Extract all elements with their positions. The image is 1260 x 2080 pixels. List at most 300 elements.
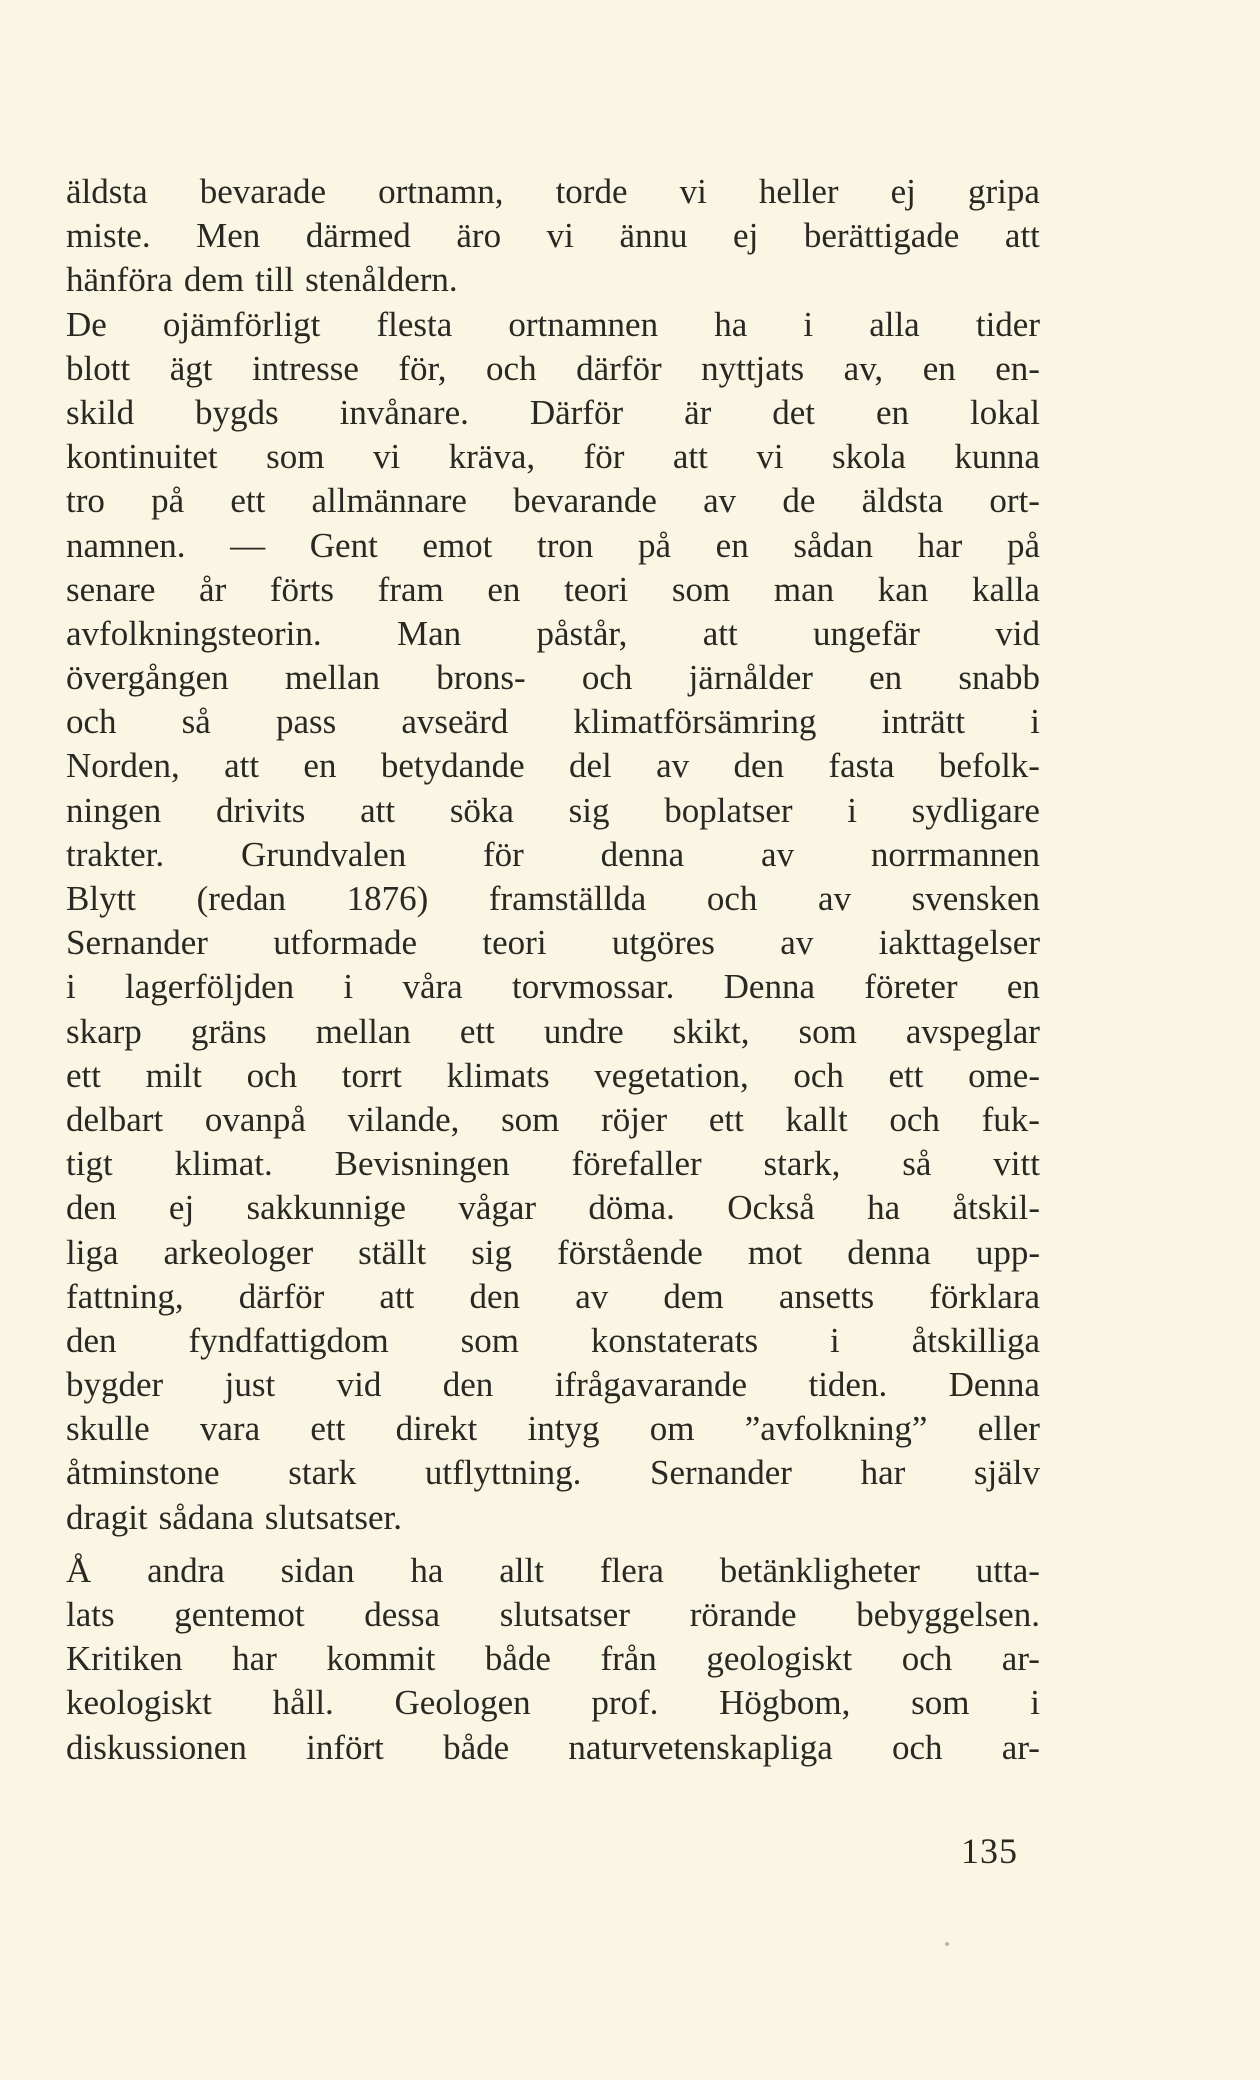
word: eller bbox=[977, 1409, 1040, 1449]
word: av bbox=[761, 834, 795, 874]
word: därför bbox=[576, 348, 662, 388]
word: Sernander bbox=[650, 1453, 792, 1493]
word: ej bbox=[168, 1188, 195, 1228]
word: sakkunnige bbox=[246, 1188, 406, 1228]
word: prof. bbox=[591, 1683, 659, 1723]
word: vid bbox=[995, 613, 1040, 653]
text-line bbox=[66, 1726, 1040, 1770]
word: denna bbox=[600, 834, 685, 874]
word: skola bbox=[832, 437, 906, 477]
word: bygder bbox=[66, 1365, 164, 1405]
word: håll. bbox=[272, 1683, 334, 1723]
text-line bbox=[66, 1549, 1040, 1593]
word: Blytt bbox=[66, 879, 137, 918]
word: åtskilliga bbox=[911, 1320, 1040, 1360]
word: ”avfolkning” bbox=[744, 1409, 928, 1449]
word: torvmossar. bbox=[511, 967, 675, 1007]
text-line bbox=[66, 391, 1040, 435]
word: förefaller bbox=[571, 1144, 702, 1184]
word: vi bbox=[546, 216, 574, 256]
word: hänföra bbox=[66, 260, 173, 300]
word: geologiskt bbox=[706, 1639, 853, 1679]
word: av bbox=[703, 481, 737, 521]
word: fattning, bbox=[66, 1276, 184, 1316]
word: i bbox=[803, 304, 814, 344]
word: äro bbox=[456, 216, 502, 256]
word: bevarande bbox=[513, 481, 657, 521]
word: i bbox=[847, 790, 857, 830]
word: just bbox=[224, 1365, 276, 1405]
word: vid bbox=[336, 1365, 382, 1405]
word: vara bbox=[199, 1409, 261, 1449]
word: utta- bbox=[975, 1550, 1040, 1590]
page-number: 135 bbox=[961, 1831, 1018, 1871]
word: milt bbox=[145, 1055, 202, 1095]
word: Denna bbox=[948, 1365, 1040, 1405]
word: direkt bbox=[395, 1409, 478, 1449]
word: den bbox=[66, 1320, 117, 1360]
word: gräns bbox=[190, 1011, 267, 1051]
word: tiden. bbox=[808, 1365, 888, 1405]
text-line bbox=[66, 1681, 1040, 1725]
word: ha bbox=[410, 1550, 444, 1590]
word: klimats bbox=[446, 1055, 550, 1095]
word: påstår, bbox=[536, 613, 628, 653]
word: åtskil- bbox=[952, 1188, 1040, 1228]
word: kräva, bbox=[448, 437, 536, 477]
text-line bbox=[66, 524, 1040, 568]
word: av bbox=[818, 879, 852, 918]
word: kallt bbox=[785, 1099, 848, 1139]
word: en bbox=[1006, 967, 1040, 1007]
word: svensken bbox=[911, 879, 1040, 918]
word: allt bbox=[499, 1550, 544, 1590]
word: bygds bbox=[195, 392, 279, 432]
word: att bbox=[1004, 216, 1040, 256]
word: för bbox=[483, 834, 524, 874]
word: i bbox=[1030, 1683, 1040, 1723]
text-line bbox=[66, 921, 1040, 965]
text-line bbox=[66, 1231, 1040, 1275]
word: dem bbox=[663, 1276, 724, 1316]
word: arkeologer bbox=[163, 1232, 314, 1272]
word: mellan bbox=[315, 1011, 411, 1051]
word: har bbox=[232, 1639, 277, 1679]
word: tigt bbox=[66, 1144, 113, 1184]
word: därför bbox=[238, 1276, 325, 1316]
word: våra bbox=[402, 967, 463, 1007]
word: en bbox=[715, 525, 749, 565]
word: upp- bbox=[975, 1232, 1040, 1272]
word: vitt bbox=[993, 1144, 1040, 1184]
word: trakter. bbox=[66, 834, 165, 874]
word: allmännare bbox=[311, 481, 467, 521]
word: Å bbox=[66, 1550, 92, 1590]
word: i bbox=[830, 1320, 840, 1360]
word: Bevisningen bbox=[334, 1144, 510, 1184]
word: som bbox=[911, 1683, 970, 1723]
word: och bbox=[66, 702, 117, 742]
text-line bbox=[66, 700, 1040, 744]
word: som bbox=[266, 437, 325, 477]
word: lokal bbox=[970, 392, 1040, 432]
word: Därför bbox=[529, 392, 624, 432]
word: i bbox=[66, 967, 76, 1007]
word: det bbox=[772, 392, 816, 432]
word: har bbox=[860, 1453, 906, 1493]
word: på bbox=[151, 481, 185, 521]
word: gripa bbox=[967, 172, 1040, 211]
word: Sernander bbox=[66, 923, 208, 963]
word: äldsta bbox=[861, 481, 944, 521]
word: ungefär bbox=[813, 613, 920, 653]
word: en bbox=[922, 348, 956, 388]
word: tider bbox=[975, 304, 1040, 344]
word: ort- bbox=[989, 481, 1040, 521]
text-line bbox=[66, 347, 1040, 391]
word: kontinuitet bbox=[66, 437, 218, 477]
word: ett bbox=[888, 1055, 924, 1095]
word: utflyttning. bbox=[424, 1453, 582, 1493]
word: Gent bbox=[309, 525, 378, 565]
word: av bbox=[575, 1276, 609, 1316]
word: kommit bbox=[326, 1639, 436, 1679]
word: stark, bbox=[763, 1144, 841, 1184]
word: klimatförsämring bbox=[573, 702, 817, 742]
word: ovanpå bbox=[204, 1099, 306, 1139]
word: sig bbox=[568, 790, 610, 830]
word: invånare. bbox=[339, 392, 469, 432]
word: Högbom, bbox=[719, 1683, 851, 1723]
word: avspeglar bbox=[905, 1011, 1040, 1051]
word: kan bbox=[877, 569, 929, 609]
text-line bbox=[66, 1593, 1040, 1637]
word: ha bbox=[867, 1188, 901, 1228]
word: intresse bbox=[251, 348, 359, 388]
word: så bbox=[181, 702, 211, 742]
word: intyg bbox=[527, 1409, 600, 1449]
word: vegetation, bbox=[594, 1055, 749, 1095]
word: mot bbox=[747, 1232, 803, 1272]
word: betänkligheter bbox=[719, 1550, 920, 1590]
word: av, bbox=[843, 348, 884, 388]
word: drivits bbox=[215, 790, 306, 830]
word: att bbox=[224, 746, 260, 786]
word: vi bbox=[679, 172, 707, 211]
text-line bbox=[66, 258, 1040, 302]
word: företer bbox=[864, 967, 958, 1007]
word: åtminstone bbox=[66, 1453, 220, 1493]
word: röjer bbox=[601, 1099, 668, 1139]
word: förklara bbox=[929, 1276, 1040, 1316]
word: klimat. bbox=[174, 1144, 273, 1184]
word: teori bbox=[482, 923, 547, 963]
word: och bbox=[889, 1099, 940, 1139]
text-line bbox=[66, 214, 1040, 258]
word: undre bbox=[543, 1011, 624, 1051]
word: som bbox=[501, 1099, 560, 1139]
word: så bbox=[902, 1144, 932, 1184]
text-line bbox=[66, 1451, 1040, 1495]
word: fuk- bbox=[981, 1099, 1040, 1139]
word: på bbox=[1006, 525, 1040, 565]
word: och bbox=[901, 1639, 953, 1679]
text-line bbox=[66, 789, 1040, 833]
word: ifrågavarande bbox=[554, 1365, 748, 1405]
text-line bbox=[66, 877, 1040, 921]
word: miste. bbox=[66, 216, 151, 256]
word: förts bbox=[269, 569, 335, 609]
word: ortnamnen bbox=[508, 304, 659, 344]
word: slutsatser. bbox=[264, 1497, 402, 1537]
word: vågar bbox=[458, 1188, 537, 1228]
word: en bbox=[876, 392, 910, 432]
word: ej bbox=[890, 172, 916, 211]
word: fasta bbox=[828, 746, 895, 786]
word: de bbox=[782, 481, 816, 521]
text-line bbox=[66, 479, 1040, 523]
word: skarp bbox=[66, 1011, 142, 1051]
word: 1876) bbox=[346, 879, 429, 918]
word: norrmannen bbox=[870, 834, 1040, 874]
word: vi bbox=[372, 437, 401, 477]
word: från bbox=[600, 1639, 657, 1679]
word: ha bbox=[714, 304, 748, 344]
word: delbart bbox=[66, 1099, 164, 1139]
word: den bbox=[66, 1188, 117, 1228]
word: pass bbox=[275, 702, 337, 742]
word: och bbox=[706, 879, 758, 918]
text-line bbox=[66, 744, 1040, 788]
word: sådana bbox=[158, 1497, 254, 1537]
word: avseärd bbox=[401, 702, 509, 742]
word: avfolkningsteorin. bbox=[66, 613, 322, 653]
word: att bbox=[672, 437, 708, 477]
word: man bbox=[773, 569, 835, 609]
word: lagerföljden bbox=[125, 967, 295, 1007]
text-line bbox=[66, 303, 1040, 347]
word: inträtt bbox=[881, 702, 966, 742]
word: konstaterats bbox=[590, 1320, 759, 1360]
word: att bbox=[360, 790, 396, 830]
word: stenåldern. bbox=[305, 260, 458, 300]
word: för, bbox=[398, 348, 447, 388]
word: utgöres bbox=[611, 923, 715, 963]
word: både bbox=[484, 1639, 551, 1679]
word: boplatser bbox=[664, 790, 793, 830]
word: sig bbox=[471, 1232, 513, 1272]
word: är bbox=[684, 392, 712, 432]
word: flera bbox=[599, 1550, 664, 1590]
word: fyndfattigdom bbox=[188, 1320, 389, 1360]
word: befolk- bbox=[938, 746, 1040, 786]
word: mellan bbox=[284, 658, 381, 698]
word: rörande bbox=[689, 1595, 797, 1634]
word: sydligare bbox=[911, 790, 1040, 830]
word: slutsatser bbox=[499, 1595, 630, 1634]
word: som bbox=[460, 1320, 519, 1360]
word: infört bbox=[306, 1727, 384, 1767]
word: brons- bbox=[436, 658, 526, 698]
word: utformade bbox=[273, 923, 418, 963]
text-line bbox=[66, 568, 1040, 612]
text-line bbox=[66, 1407, 1040, 1451]
word: att bbox=[702, 613, 738, 653]
word: själv bbox=[973, 1453, 1040, 1493]
word: söka bbox=[449, 790, 514, 830]
word: den bbox=[469, 1276, 521, 1316]
word: den bbox=[442, 1365, 494, 1405]
word: på bbox=[638, 525, 672, 565]
word: en bbox=[869, 658, 903, 698]
text-line bbox=[66, 170, 1040, 214]
word: blott bbox=[66, 348, 131, 388]
word: vi bbox=[756, 437, 784, 477]
word: keologiskt bbox=[66, 1683, 212, 1723]
word: ome- bbox=[968, 1055, 1040, 1095]
word: torde bbox=[555, 172, 628, 211]
text-line bbox=[66, 1637, 1040, 1681]
word: i bbox=[1030, 702, 1040, 742]
word: skikt, bbox=[672, 1011, 750, 1051]
text-line bbox=[66, 965, 1040, 1009]
text-line bbox=[66, 1363, 1040, 1407]
word: en bbox=[303, 746, 337, 786]
word: en bbox=[487, 569, 521, 609]
word: teori bbox=[564, 569, 629, 609]
word: om bbox=[649, 1409, 695, 1449]
word: De bbox=[66, 304, 107, 344]
word: som bbox=[798, 1011, 857, 1051]
word: denna bbox=[847, 1232, 931, 1272]
text-line bbox=[66, 656, 1040, 700]
word: tro bbox=[66, 481, 105, 521]
word: kunna bbox=[954, 437, 1040, 477]
word: dessa bbox=[364, 1595, 441, 1634]
word: fram bbox=[377, 569, 444, 609]
word: — bbox=[230, 525, 266, 565]
word: har bbox=[917, 525, 963, 565]
word: av bbox=[780, 923, 814, 963]
word: ett bbox=[230, 481, 266, 521]
word: tron bbox=[537, 525, 594, 565]
text-line bbox=[66, 612, 1040, 656]
word: ojämförligt bbox=[162, 304, 321, 344]
word: Norden, bbox=[66, 746, 180, 786]
word: sådan bbox=[793, 525, 874, 565]
word: en- bbox=[995, 348, 1040, 388]
word: senare bbox=[66, 569, 156, 609]
word: Man bbox=[396, 613, 462, 653]
word: för bbox=[583, 437, 625, 477]
word: betydande bbox=[380, 746, 525, 786]
word: ägt bbox=[169, 348, 213, 388]
word: diskussionen bbox=[66, 1727, 247, 1767]
word: att bbox=[379, 1276, 415, 1316]
word: som bbox=[671, 569, 731, 609]
text-line bbox=[66, 1496, 1040, 1540]
word: järnålder bbox=[688, 658, 813, 698]
text-line bbox=[66, 1054, 1040, 1098]
word: till bbox=[255, 260, 295, 300]
word: emot bbox=[422, 525, 493, 565]
word: ortnamn, bbox=[378, 172, 504, 211]
paper-speck bbox=[945, 1942, 949, 1946]
word: ännu bbox=[619, 216, 688, 256]
word: och bbox=[892, 1727, 943, 1767]
word: i bbox=[343, 967, 354, 1007]
word: del bbox=[569, 746, 612, 786]
word: (redan bbox=[196, 879, 287, 918]
text-line bbox=[66, 1098, 1040, 1142]
word: därmed bbox=[305, 216, 411, 256]
word: Denna bbox=[723, 967, 815, 1007]
word: gentemot bbox=[174, 1595, 305, 1634]
word: vilande, bbox=[347, 1099, 460, 1139]
word: ett bbox=[310, 1409, 346, 1449]
text-line bbox=[66, 1275, 1040, 1319]
word: ansetts bbox=[778, 1276, 875, 1316]
word: flesta bbox=[376, 304, 453, 344]
text-line bbox=[66, 1142, 1040, 1186]
word: andra bbox=[147, 1550, 225, 1590]
word: bebyggelsen. bbox=[856, 1595, 1040, 1634]
word: ar- bbox=[1001, 1727, 1040, 1767]
word: Kritiken bbox=[66, 1639, 183, 1679]
word: ej bbox=[733, 216, 759, 256]
word: och bbox=[793, 1055, 844, 1095]
word: år bbox=[199, 569, 227, 609]
word: lats bbox=[66, 1595, 115, 1634]
word: liga bbox=[66, 1232, 119, 1272]
word: alla bbox=[869, 304, 920, 344]
word: den bbox=[733, 746, 785, 786]
word: iakttagelser bbox=[878, 923, 1040, 963]
text-line bbox=[66, 1319, 1040, 1363]
word: torrt bbox=[341, 1055, 402, 1095]
word: Men bbox=[196, 216, 261, 256]
word: framställda bbox=[488, 879, 647, 918]
word: Grundvalen bbox=[240, 834, 407, 874]
word: förstående bbox=[557, 1232, 703, 1272]
word: Också bbox=[727, 1188, 815, 1228]
word: sidan bbox=[280, 1550, 355, 1590]
word: ett bbox=[66, 1055, 101, 1095]
word: ett bbox=[459, 1011, 495, 1051]
text-line bbox=[66, 1186, 1040, 1230]
word: naturvetenskapliga bbox=[568, 1727, 833, 1767]
word: och bbox=[246, 1055, 298, 1095]
text-line bbox=[66, 435, 1040, 479]
word: ställt bbox=[358, 1232, 427, 1272]
word: Geologen bbox=[394, 1683, 531, 1723]
word: ar- bbox=[1001, 1639, 1040, 1679]
text-line bbox=[66, 833, 1040, 877]
word: berättigade bbox=[803, 216, 960, 256]
word: bevarade bbox=[199, 172, 327, 211]
word: och bbox=[581, 658, 633, 698]
word: övergången bbox=[66, 658, 229, 698]
body-text bbox=[66, 170, 1040, 1770]
word: stark bbox=[288, 1453, 357, 1493]
word: och bbox=[486, 348, 537, 388]
word: både bbox=[443, 1727, 510, 1767]
word: äldsta bbox=[66, 172, 148, 211]
word: av bbox=[656, 746, 690, 786]
text-line bbox=[66, 1010, 1040, 1054]
word: skulle bbox=[66, 1409, 150, 1449]
word: nyttjats bbox=[701, 348, 805, 388]
